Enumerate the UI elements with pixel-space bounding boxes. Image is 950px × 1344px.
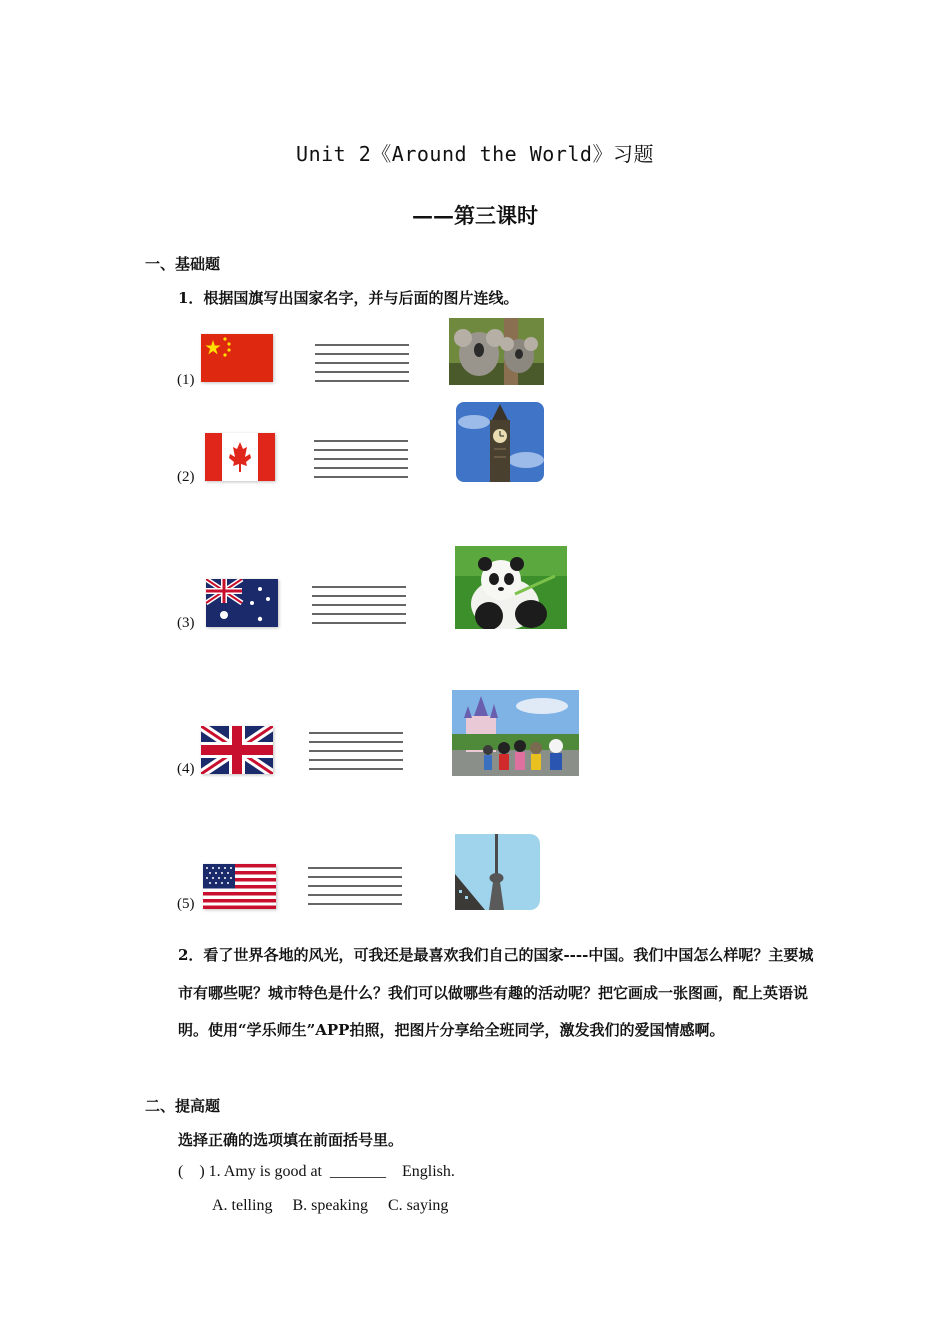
section-advanced-heading: 二、提高题 <box>145 1097 221 1115</box>
page-title: Unit 2《Around the World》习题 <box>296 142 654 166</box>
question-1-prompt: 1．根据国旗写出国家名字，并与后面的图片连线。 <box>178 289 519 307</box>
answer-lines[interactable] <box>309 732 403 777</box>
question-line: ( ) 1. Amy is good at _______ English. <box>178 1163 455 1180</box>
section-basic-heading: 一、基础题 <box>145 255 221 273</box>
australia-flag <box>206 579 278 627</box>
koala-icon <box>449 318 544 385</box>
item-number: (2) <box>177 469 195 485</box>
answer-lines[interactable] <box>308 867 402 912</box>
item-number: (1) <box>177 372 195 388</box>
page-subtitle: ——第三课时 <box>412 203 538 228</box>
answer-lines[interactable] <box>314 440 408 485</box>
canada-flag <box>205 433 275 481</box>
answer-options: A. telling B. speaking C. saying <box>212 1197 449 1214</box>
instruction-text: 选择正确的选项填在前面括号里。 <box>178 1131 404 1149</box>
uk-flag <box>201 726 273 774</box>
answer-lines[interactable] <box>312 586 406 631</box>
item-number: (4) <box>177 761 195 777</box>
big-ben-icon <box>456 402 544 482</box>
answer-lines[interactable] <box>315 344 409 389</box>
disneyland-icon <box>452 690 579 776</box>
cn-tower-icon <box>455 834 540 910</box>
china-flag <box>201 334 273 382</box>
item-number: (5) <box>177 896 195 912</box>
question-2-paragraph: 2．看了世界各地的风光，可我还是最喜欢我们自己的国家----中国。我们中国怎么样呢？主要城市有哪些呢？城市特色是什么？我们可以做哪些有趣的活动呢？把它画成一张图画，配上英语说明。使用“学乐师生”APP拍照，把图片分享给全班同学，激发我们的爱国情感啊。 <box>178 946 814 1039</box>
item-number: (3) <box>177 615 195 631</box>
usa-flag <box>203 864 276 909</box>
panda-icon <box>455 546 567 629</box>
